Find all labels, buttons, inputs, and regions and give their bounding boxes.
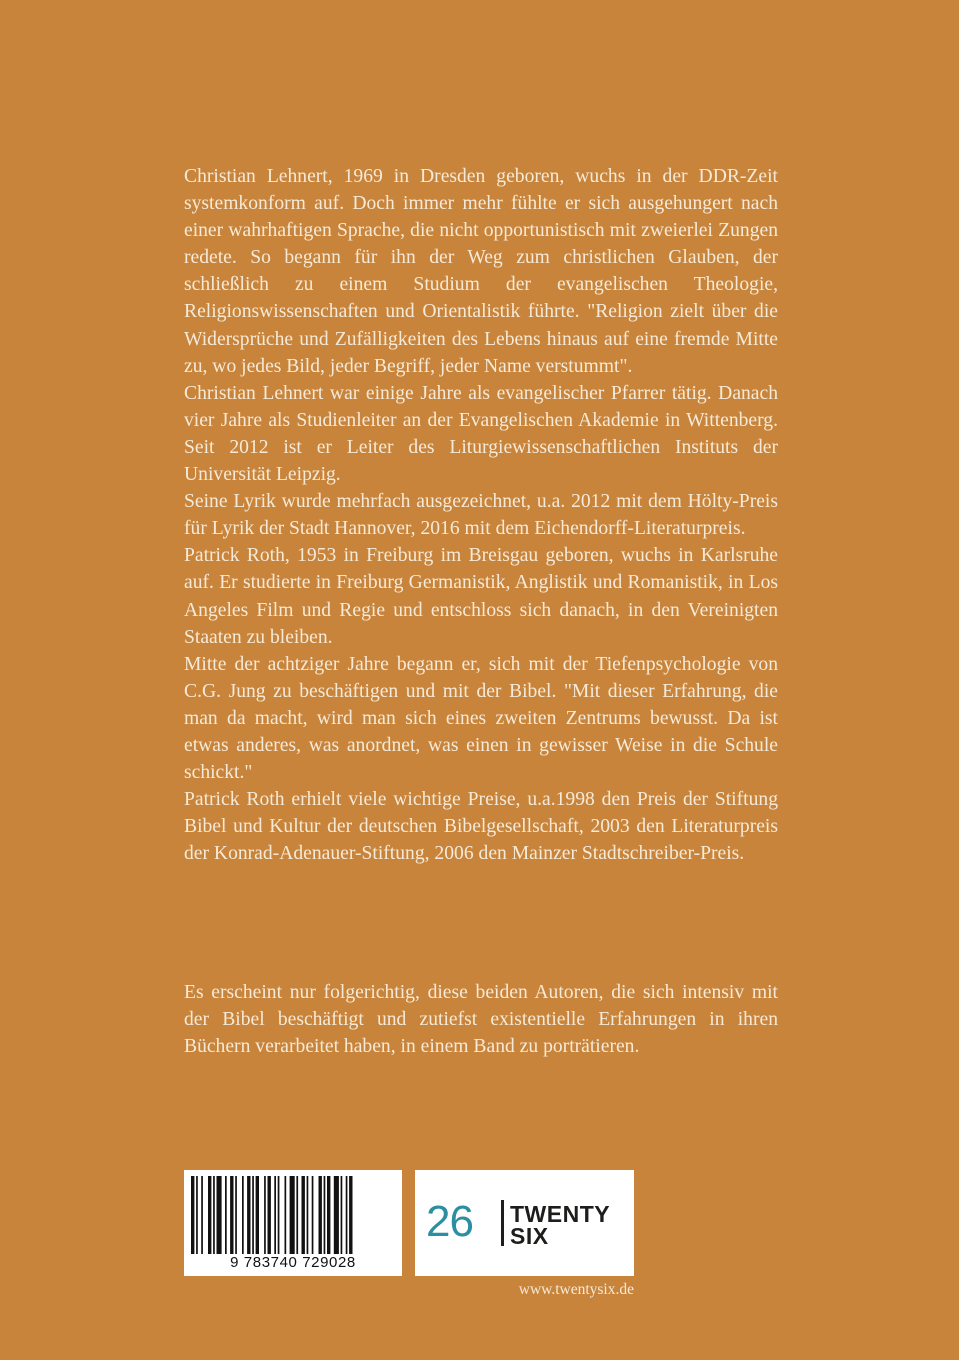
bio-paragraph: Mitte der achtziger Jahre begann er, sich mit der Tiefenpsychologie von C.G. Jung zu beschäftigen und mit der Bibel. "Mit dieser Erfahrung, die man da macht, wird man sich eines zweiten Zentrums bewusst. Da ist etwas anderes, was anordnet, was einen in gewisser Weise in die Schule schickt." <box>184 653 778 784</box>
publisher-url: www.twentysix.de <box>518 1281 634 1298</box>
barcode-bar <box>334 1176 339 1254</box>
barcode-bar <box>252 1176 254 1254</box>
barcode-bar <box>327 1176 330 1254</box>
barcode-bar <box>256 1176 259 1254</box>
barcode-bar <box>274 1176 276 1254</box>
barcode-bar <box>235 1176 237 1254</box>
logo-number: 26 <box>426 1197 473 1246</box>
logo-word-six: SIX <box>510 1223 549 1249</box>
bio-paragraph: Seine Lyrik wurde mehrfach ausgezeichnet, u.a. 2012 mit dem Hölty-Preis für Lyrik der Stadt Hannover, 2016 mit dem Eichendorff-Literaturpreis. <box>184 491 778 540</box>
barcode-bar <box>208 1176 211 1254</box>
barcode-bar <box>324 1176 326 1254</box>
barcode-bar <box>242 1176 244 1254</box>
barcode-bar <box>302 1176 305 1254</box>
author-bio-text <box>184 163 778 867</box>
closing-text <box>184 979 778 1060</box>
barcode-bar <box>285 1176 287 1254</box>
bio-paragraph: Patrick Roth erhielt viele wichtige Preise, u.a.1998 den Preis der Stiftung Bibel und Kultur der deutschen Bibelgesellschaft, 2003 den Literaturpreis der Konrad-Adenauer-Stiftung, 2006 den Mainzer Stadtschreiber-Preis. <box>184 789 778 865</box>
bio-paragraph: Christian Lehnert war einige Jahre als evangelischer Pfarrer tätig. Danach vier Jahre als Studienleiter an der Evangelischen Akademie in Wittenberg. Seit 2012 ist er Leiter des Liturgiewissenschaftlichen Instituts der Universität Leipzig. <box>184 382 778 486</box>
barcode-bar <box>346 1176 348 1254</box>
isbn-digits: 9 783740 729028 <box>230 1254 356 1271</box>
logo-divider <box>501 1200 504 1246</box>
barcode-bar <box>201 1176 203 1254</box>
isbn-barcode <box>184 1170 402 1276</box>
bio-paragraph: Christian Lehnert, 1969 in Dresden geboren, wuchs in der DDR-Zeit systemkonform auf. Doch immer mehr fühlte er sich ausgehungert nach einer wahrhaftigen Sprache, die nicht opportunistisch mit zweierlei Zungen redete. So begann für ihn der Weg zum christlichen Glauben, der schließlich zu einem Studium der evangelischen Theologie, Religionswissenschaften und Orientalistik führte. "Religion zielt über die Widersprüche und Zufälligkeiten des Lebens hinaus auf eine fremde Mitte zu, wo jedes Bild, jeder Begriff, jeder Name verstummt". <box>184 166 778 377</box>
closing-paragraph: Es erscheint nur folgerichtig, diese beiden Autoren, die sich intensiv mit der Bibel beschäftigt und zutiefst existentielle Erfahrungen in ihren Büchern verarbeitet haben, in einem Band zu porträtieren. <box>184 982 778 1058</box>
barcode-bar <box>307 1176 309 1254</box>
barcode-bars <box>191 1176 395 1254</box>
barcode-bar <box>296 1176 298 1254</box>
barcode-bar <box>191 1176 194 1254</box>
barcode-bar <box>341 1176 343 1254</box>
barcode-bar <box>247 1176 250 1254</box>
barcode-bar <box>213 1176 215 1254</box>
barcode-bar <box>319 1176 322 1254</box>
barcode-bar <box>264 1176 266 1254</box>
barcode-bar <box>196 1176 198 1254</box>
barcode-bar <box>225 1176 227 1254</box>
logo-word-twenty: TWENTY <box>510 1201 611 1227</box>
barcode-bar <box>217 1176 222 1254</box>
barcode-bar <box>278 1176 280 1254</box>
barcode-bar <box>312 1176 314 1254</box>
barcode-bar <box>230 1176 233 1254</box>
barcode-bar <box>349 1176 352 1254</box>
barcode-bar <box>268 1176 271 1254</box>
publisher-logo <box>415 1170 634 1276</box>
barcode-bar <box>290 1176 295 1254</box>
bio-paragraph: Patrick Roth, 1953 in Freiburg im Breisgau geboren, wuchs in Karlsruhe auf. Er studierte in Freiburg Germanistik, Anglistik und Romanistik, in Los Angeles Film und Regie und entschloss sich danach, in den Vereinigten Staaten zu bleiben. <box>184 545 778 648</box>
